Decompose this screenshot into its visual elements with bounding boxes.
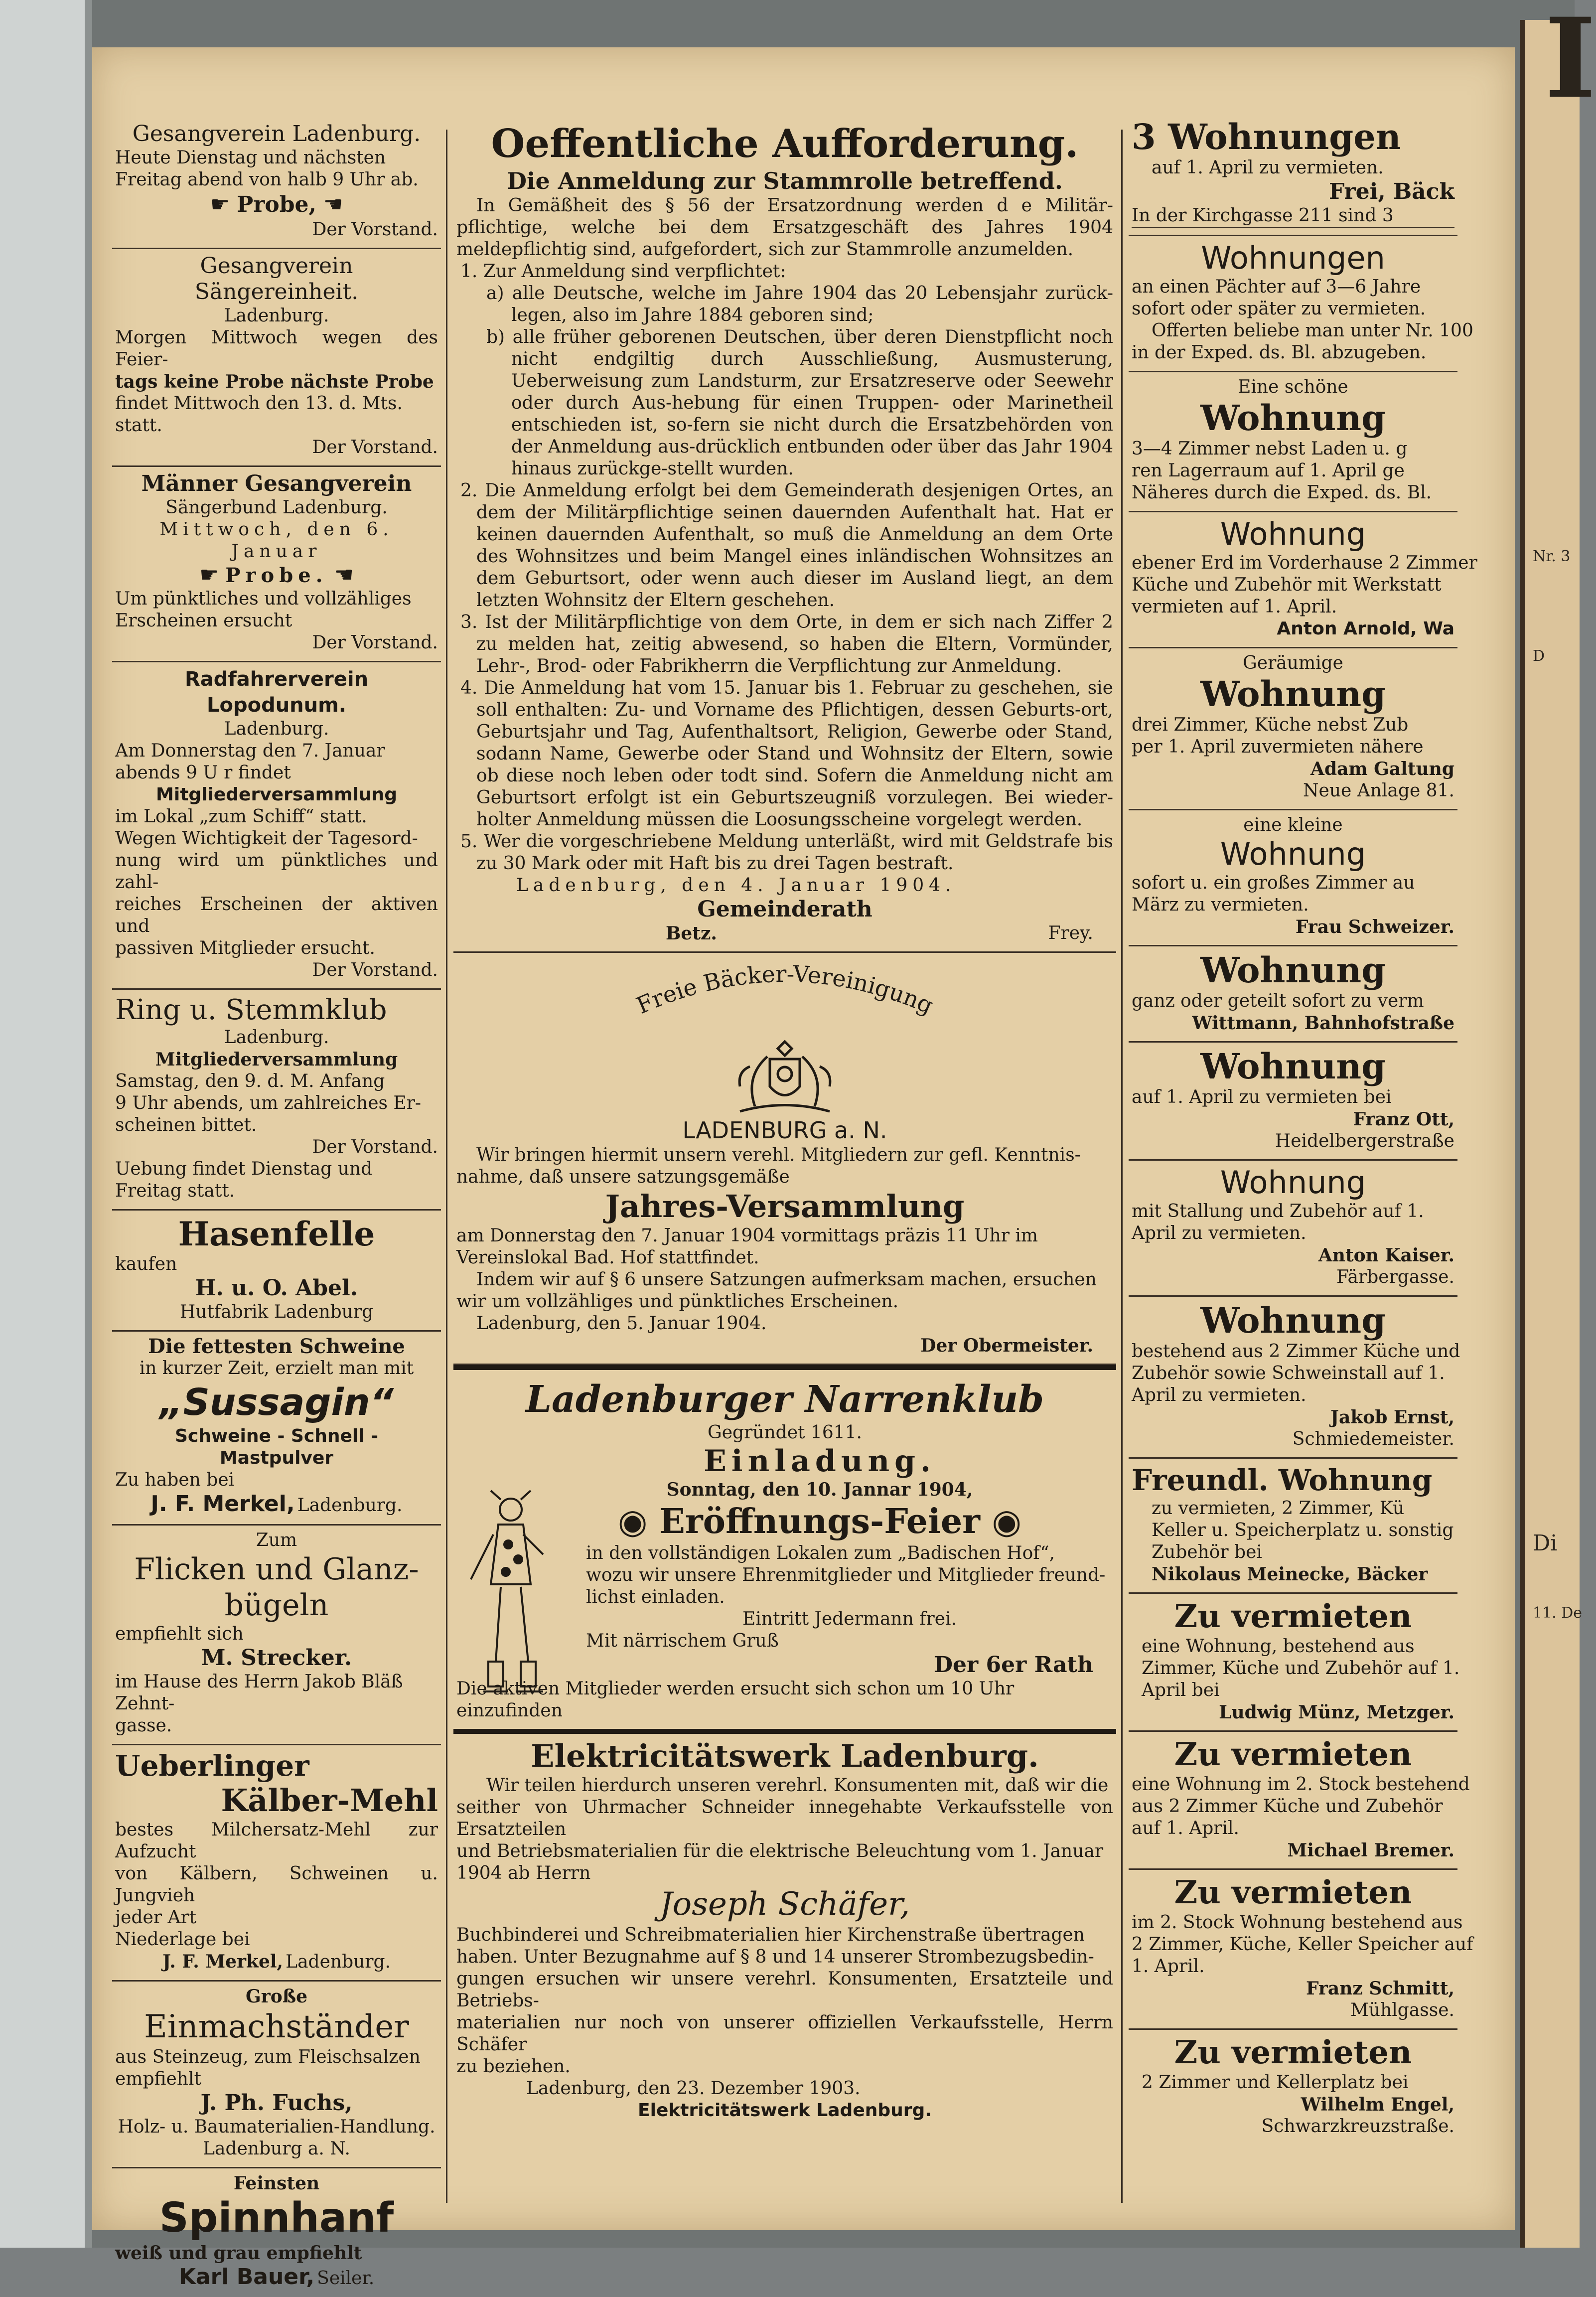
ad-text: in den vollständigen Lokalen zum „Badischen Hof“, <box>586 1543 1055 1563</box>
ad-name: Jakob Ernst, <box>1330 1407 1454 1428</box>
ornament-ring-icon: ◉ <box>992 1502 1021 1541</box>
ad-wohnung-kaiser <box>1129 1161 1457 1297</box>
ad-text: Keller u. Speicherplatz u. sonstig <box>1152 1520 1454 1540</box>
ad-text: im Lokal „zum Schiff“ statt. <box>115 806 367 827</box>
ad-text: Mittwoch, den 6. Januar <box>159 519 394 562</box>
ad-text: bestehend aus 2 Zimmer Küche und <box>1132 1341 1460 1362</box>
ad-text: April bei <box>1142 1680 1220 1700</box>
ad-text: abends 9 U r findet <box>115 763 291 783</box>
ad-text: nahme, daß unsere satzungsgemäße <box>456 1167 790 1187</box>
notice-list-item: 1. Zur Anmeldung sind verpflichtet: <box>460 261 786 282</box>
ad-date: Sonntag, den 10. Jannar 1904, <box>666 1479 973 1500</box>
ad-signature: Der Vorstand. <box>312 632 438 653</box>
ad-text: haben. Unter Bezugnahme auf § 8 und 14 unserer Strombezugsbedin- <box>456 1947 1094 1967</box>
ad-text: Färbergasse. <box>1336 1267 1454 1287</box>
notice-paragraph: In Gemäßheit des § 56 der Ersatzordnung werden d e Militär-pflichtige, welche bei dem Ersatzgeschäft des Jahres 1904 meldepflichtig sind, aufgefordert, sich zur Stammrolle anzumelden. <box>456 195 1113 260</box>
ad-text: von Kälbern, Schweinen u. Jungvieh <box>115 1863 438 1906</box>
ad-date: Ladenburg, den 5. Januar 1904. <box>476 1313 767 1334</box>
ad-wohnung-wittmann <box>1129 946 1457 1043</box>
ad-text: im 2. Stock Wohnung bestehend aus <box>1132 1912 1463 1933</box>
ornament-ring-icon: ◉ <box>617 1502 648 1541</box>
ad-text: Zu haben bei <box>115 1470 235 1490</box>
ad-name: M. Strecker. <box>201 1645 352 1671</box>
ad-signature: Der Vorstand. <box>312 437 438 458</box>
ad-text: Eintritt Jedermann frei. <box>742 1609 957 1629</box>
ad-title: Männer Gesangverein <box>141 471 412 496</box>
ad-text: materialien nur noch von unserer offiziellen Verkaufsstelle, Herrn Schäfer <box>456 2012 1113 2055</box>
column-rule <box>1121 130 1123 2203</box>
notice-list-item: 3. Ist der Militärpflichtige von dem Orte, in dem er sich nach Ziffer 2 zu melden hat, zeitig abwesend, so haben die Eltern, Vormünder, Lehr-, Brod- oder Fabrikherrn die Verpflichtung zur Anmeldung. <box>460 612 1113 676</box>
notice-signature: Frey. <box>1048 923 1093 943</box>
ad-text: Zum <box>256 1530 297 1550</box>
ad-text: in der Exped. ds. Bl. abzugeben. <box>1132 342 1427 363</box>
ad-name: Franz Schmitt, <box>1306 1978 1454 1999</box>
ad-text: kaufen <box>115 1254 177 1274</box>
ad-text: scheinen bittet. <box>115 1115 257 1135</box>
ad-text: auf 1. April. <box>1132 1818 1239 1838</box>
ad-text: Uebung findet Dienstag und <box>115 1159 373 1179</box>
ad-title: Ueberlinger <box>115 1749 309 1783</box>
ad-text: auf 1. April zu vermieten. <box>1152 157 1384 178</box>
ad-name: Nikolaus Meinecke, Bäcker <box>1152 1564 1428 1585</box>
ad-narrenklub <box>453 1365 1116 1734</box>
ad-text: passiven Mitglieder ersucht. <box>115 938 375 958</box>
notice-date: Ladenburg, den 4. Januar 1904. <box>516 875 956 896</box>
ad-freundl-wohnung <box>1129 1459 1457 1594</box>
ad-text: Schweine - Schnell - Mastpulver <box>174 1426 379 1468</box>
ad-text: statt. <box>115 415 162 436</box>
ad-signature: Der Vorstand. <box>312 1137 438 1157</box>
ad-spinnhanf <box>112 2168 441 2297</box>
ad-text: an einen Pächter auf 3—6 Jahre <box>1132 277 1421 297</box>
ad-text: Erscheinen ersucht <box>115 611 292 631</box>
ad-text: eine kleine <box>1243 815 1343 835</box>
notice-list-item: 4. Die Anmeldung hat vom 15. Januar bis 1. Februar zu geschehen, sie soll enthalten: Zu- und Vorname des Pflichtigen, dessen Geburts-ort, Geburtsjahr und Tag, Aufenthaltsort, Religion, Gewerbe oder Stand, sodann Name, Gewerbe oder Stand und Wohnsitz der Eltern, sowie ob diese noch leben oder todt sind. Sofern die Anmeldung nicht am Geburtsort erfolgt ist ein Geburtszeugniß vorzulegen. Bei wieder-holter Anmeldung müssen die Loosungsscheine vorgelegt werden. <box>460 678 1113 830</box>
ad-title: Einladung. <box>704 1444 936 1479</box>
ad-text: April zu vermieten. <box>1132 1385 1306 1405</box>
ad-elektricitaetswerk <box>453 1734 1116 2129</box>
ad-wohnung-ernst <box>1129 1297 1460 1459</box>
jester-figure-icon <box>463 1490 553 1699</box>
ad-title: Wohnung <box>1220 516 1366 552</box>
ad-text: weiß und grau empfiehlt <box>115 2243 362 2264</box>
ad-kleine-wohnung <box>1129 810 1457 946</box>
ad-gesangverein-ladenburg <box>112 117 441 249</box>
ad-name: Karl Bauer, <box>178 2264 315 2290</box>
ad-text: sofort oder später zu vermieten. <box>1132 299 1426 319</box>
pointing-hand-icon: ☛ <box>199 562 219 588</box>
ad-vermieten-engel <box>1129 2030 1457 2144</box>
ad-flicken-buegeln <box>112 1526 441 1745</box>
ad-text: wir um vollzähliges und pünktliches Erscheinen. <box>456 1291 899 1312</box>
ad-wohnung-ott <box>1129 1043 1457 1161</box>
ad-title: Ladenburger Narrenklub <box>525 1378 1044 1421</box>
notice-signature: Betz. <box>666 923 717 944</box>
ad-signature: Der 6er Rath <box>933 1652 1093 1678</box>
ad-text: tags keine Probe nächste Probe <box>115 371 434 392</box>
ad-vermieten-bremer <box>1129 1732 1470 1870</box>
ad-einmachstaender <box>112 1982 441 2168</box>
ad-text: Freitag abend von halb 9 Uhr ab. <box>115 169 419 190</box>
ad-text: Mit närrischem Gruß <box>586 1631 779 1651</box>
ad-vermieten-schmitt <box>1129 1870 1473 2030</box>
ad-text: Die aktiven Mitglieder werden ersucht sich schon um 10 Uhr einzufinden <box>456 1679 1015 1721</box>
adjacent-page-fragment: D <box>1533 647 1545 665</box>
ad-text: Freitag statt. <box>115 1181 235 1201</box>
ad-text: zu beziehen. <box>456 2056 571 2077</box>
ad-text: Ladenburg. <box>224 1027 329 1048</box>
ad-text: Gegründet 1611. <box>707 1422 862 1443</box>
ad-title: Hasenfelle <box>178 1215 375 1253</box>
notice-list-item: b) alle früher geborenen Deutschen, über deren Dienstpflicht noch nicht endgiltig durch Ausschließung, Ausmusterung, Ueberweisung zum Landsturm, zur Ersatzreserve oder Seewehr oder durch Aus-hebung für einen Truppen- oder Marinetheil entschieden ist, so-fern sie nicht durch die Ersatzbehörden von der Anmeldung aus-drücklich entbunden oder über das Jahr 1904 hinaus zurückge-stellt wurden. <box>486 327 1113 479</box>
ad-wohnungen-paechter <box>1129 236 1473 372</box>
ad-title: Jahres-Versammlung <box>605 1188 965 1225</box>
ad-text: In der Kirchgasse 211 sind 3 <box>1132 205 1454 228</box>
notice-list-item: 2. Die Anmeldung erfolgt bei dem Gemeinderath desjenigen Ortes, an dem der Militärpflichtige seinen dauernden Aufenthalt hat. Hat er keinen dauernden Aufenthalt, so muß die Anmeldung an dem Orte des Wohnsitzes und beim Mangel eines inländischen Wohnsitzes an dem Geburtsort, oder wenn auch dieser im Ausland liegt, an dem letzten Wohnsitz der Eltern geschehen. <box>460 480 1113 611</box>
ad-signature: Der Vorstand. <box>312 960 438 980</box>
ad-text: 1904 ab Herrn <box>456 1863 591 1883</box>
ad-text: Feinsten <box>233 2173 320 2194</box>
ad-baecker-vereinigung <box>453 953 1116 1365</box>
ad-text: Ladenburg. <box>286 1952 391 1972</box>
ad-date: Ladenburg, den 23. Dezember 1903. <box>526 2078 861 2099</box>
ad-text: Zubehör sowie Schweinstall auf 1. <box>1132 1363 1445 1383</box>
ad-text: aus Steinzeug, zum Fleischsalzen <box>115 2047 421 2067</box>
ad-text: jeder Art <box>115 1907 197 1928</box>
ad-ring-stemmklub <box>112 990 441 1211</box>
ad-radfahrerverein <box>112 662 441 990</box>
pointing-hand-icon: ☛ <box>210 192 230 217</box>
ad-text: gungen ersuchen wir unsere verehrl. Konsumenten, Ersatzteile und Betriebs- <box>456 1969 1113 2011</box>
pointing-hand-icon: ☚ <box>334 562 354 588</box>
ad-text: per 1. April zuvermieten nähere <box>1132 737 1424 757</box>
ad-title: Einmachständer <box>144 2008 409 2045</box>
notice-title: Oeffentliche Aufforderung. <box>491 121 1079 166</box>
ad-text: Indem wir auf § 6 unsere Satzungen aufmerksam machen, ersuchen <box>476 1269 1097 1290</box>
ad-name: Wittmann, Bahnhofstraße <box>1192 1013 1454 1034</box>
ad-text: Näheres durch die Exped. ds. Bl. <box>1132 482 1432 503</box>
ad-name: Franz Ott, <box>1353 1109 1454 1130</box>
baecker-arc-text: Freie Bäcker-Vereinigung <box>632 960 937 1019</box>
ad-text: Küche und Zubehör mit Werkstatt <box>1132 575 1442 595</box>
ad-signature: Der Vorstand. <box>312 219 438 240</box>
ad-text: Holz- u. Baumaterialien-Handlung. <box>118 2117 435 2137</box>
ad-text: März zu vermieten. <box>1132 895 1309 915</box>
ad-text: Wegen Wichtigkeit der Tagesord- <box>115 828 418 849</box>
ad-text: bestes Milchersatz-Mehl zur Aufzucht <box>115 1820 438 1862</box>
ad-name: J. Ph. Fuchs, <box>200 2090 353 2116</box>
ad-title: Die fettesten Schweine <box>148 1335 405 1358</box>
notice-list-item: 5. Wer die vorgeschriebene Meldung unterläßt, wird mit Geldstrafe bis zu 30 Mark oder mit Haft bis zu drei Tagen bestraft. <box>460 831 1113 874</box>
notice-list <box>456 261 1113 875</box>
ad-text: Ladenburg. <box>224 719 329 739</box>
ad-name: Adam Galtung <box>1310 759 1454 779</box>
ad-schoene-wohnung <box>1129 372 1457 512</box>
ad-text: mit Stallung und Zubehör auf 1. <box>1132 1201 1424 1222</box>
ad-text: Eine schöne <box>1238 377 1348 397</box>
ad-title: Kälber-Mehl <box>221 1782 438 1819</box>
coat-of-arms-icon <box>720 1032 850 1116</box>
ad-text: ren Lagerraum auf 1. April ge <box>1132 460 1405 481</box>
notice-list-item: a) alle Deutsche, welche im Jahre 1904 das 20 Lebensjahr zurück-legen, also im Jahre 1884 geboren sind; <box>486 283 1113 325</box>
ad-title: Freundl. Wohnung <box>1132 1463 1433 1497</box>
ad-text: empfiehlt sich <box>115 1624 244 1644</box>
ad-text: Schwarzkreuzstraße. <box>1261 2116 1454 2137</box>
ad-title: Radfahrerverein Lopodunum. <box>184 668 369 717</box>
ad-text: wozu wir unsere Ehrenmitglieder und Mitglieder freund- <box>586 1565 1106 1585</box>
adjacent-page-fragment: 11. De <box>1533 1604 1583 1622</box>
ad-text: in kurzer Zeit, erzielt man mit <box>139 1358 414 1378</box>
ad-text: Niederlage bei <box>115 1929 250 1950</box>
ad-name: Wilhelm Engel, <box>1301 2094 1454 2115</box>
ad-title: Zu vermieten <box>1174 1874 1412 1911</box>
ad-title: Wohnung <box>1200 1300 1386 1341</box>
ad-text: am Donnerstag den 7. Januar 1904 vormittags präzis 11 Uhr im <box>456 1225 1038 1246</box>
ad-signature: Der Obermeister. <box>920 1335 1093 1356</box>
ad-title: Gesangverein Sängereinheit. <box>194 253 359 305</box>
adjacent-page-edge <box>1520 0 1596 2248</box>
ad-title: bügeln <box>224 1588 329 1623</box>
ad-name: Frei, Bäck <box>1329 179 1454 204</box>
ad-geraeumige-wohnung <box>1129 648 1457 810</box>
ad-kaelbermehl <box>112 1745 441 1982</box>
ad-text: vermieten auf 1. April. <box>1132 597 1337 617</box>
ad-title: Gesangverein Ladenburg. <box>132 121 421 147</box>
ad-text: Sängerbund Ladenburg. <box>165 497 388 518</box>
ad-name: Anton Kaiser. <box>1318 1245 1454 1266</box>
column-middle <box>453 117 1116 2215</box>
ad-text: Ladenburg. <box>297 1495 403 1516</box>
ad-text: aus 2 Zimmer Küche und Zubehör <box>1132 1796 1443 1817</box>
ad-emphasis: Probe, <box>237 192 316 217</box>
notice-subtitle: Die Anmeldung zur Stammrolle betreffend. <box>507 167 1063 194</box>
ad-text: Heidelbergerstraße <box>1275 1131 1454 1151</box>
ad-text: findet Mittwoch den 13. d. Mts. <box>115 393 403 414</box>
pointing-hand-icon: ☚ <box>323 192 343 217</box>
ad-text: 3—4 Zimmer nebst Laden u. g <box>1132 439 1408 459</box>
ad-title: 3 Wohnungen <box>1132 116 1401 157</box>
ad-text: Ladenburg. <box>224 306 329 326</box>
ad-title: Wohnung <box>1220 1164 1366 1201</box>
ad-text: Wir teilen hierdurch unseren verehrl. Konsumenten mit, daß wir die <box>486 1775 1109 1796</box>
ad-text: Neue Anlage 81. <box>1303 780 1454 801</box>
ad-text: gasse. <box>115 1715 172 1736</box>
ad-text: Samstag, den 9. d. M. Anfang <box>115 1071 385 1091</box>
ad-title: Wohnung <box>1220 836 1366 872</box>
ad-title: Ring u. Stemmklub <box>115 994 387 1026</box>
ad-text: Am Donnerstag den 7. Januar <box>115 741 385 761</box>
ad-text: Schmiedemeister. <box>1292 1429 1454 1449</box>
adjacent-page-fragment: Di <box>1533 1531 1558 1556</box>
ad-emphasis: Mitgliederversammlung <box>155 1049 398 1070</box>
ad-text: Ladenburg a. N. <box>203 2139 350 2159</box>
ad-title: Wohnungen <box>1201 240 1385 276</box>
ad-text: nung wird um pünktliches und zahl- <box>115 850 438 893</box>
ad-text: sofort u. ein großes Zimmer au <box>1132 873 1415 893</box>
ad-title: Wohnung <box>1200 949 1386 991</box>
ad-wohnung-arnold <box>1129 512 1477 648</box>
ad-title: Wohnung <box>1200 1046 1386 1087</box>
ad-text: ebener Erd im Vorderhause 2 Zimmer <box>1132 553 1477 573</box>
ad-text: Zubehör bei <box>1152 1542 1262 1562</box>
ad-text: eine Wohnung im 2. Stock bestehend <box>1132 1774 1470 1795</box>
adjacent-page-initial: I <box>1545 0 1596 123</box>
ad-title: Flicken und Glanz- <box>134 1552 419 1587</box>
ad-name: J. F. Merkel, <box>162 1951 284 1972</box>
ad-text: Mühlgasse. <box>1350 2000 1454 2020</box>
ad-text: 1. April. <box>1132 1956 1205 1977</box>
ad-vermieten-muenz <box>1129 1594 1460 1732</box>
adjacent-page-fragment: Nr. 3 <box>1533 548 1571 565</box>
ad-title: Elektricitätswerk Ladenburg. <box>531 1738 1039 1774</box>
ad-text: zu vermieten, 2 Zimmer, Kü <box>1152 1498 1405 1519</box>
ad-text: Morgen Mittwoch wegen des Feier- <box>115 327 438 370</box>
baecker-arc-title <box>595 957 974 1032</box>
ad-signature: Elektricitätswerk Ladenburg. <box>638 2100 932 2121</box>
ad-title: Zu vermieten <box>1174 2034 1412 2071</box>
column-right <box>1129 116 1477 2215</box>
ad-text: Um pünktliches und vollzähliges <box>115 589 412 609</box>
ad-text: Buchbinderei und Schreibmaterialien hier Kirchenstraße übertragen <box>456 1925 1085 1945</box>
ad-name: Anton Arnold, Wa <box>1277 618 1454 639</box>
ad-text: lichst einladen. <box>586 1587 725 1607</box>
ad-name: Michael Bremer. <box>1287 1840 1454 1861</box>
ad-title: Wohnung <box>1200 397 1386 439</box>
ad-brand: „Sussagin“ <box>159 1381 394 1424</box>
ad-text: Seiler. <box>317 2268 375 2289</box>
ad-text: 9 Uhr abends, um zahlreiches Er- <box>115 1093 422 1113</box>
ad-text: auf 1. April zu vermieten bei <box>1132 1087 1392 1107</box>
notice-signature: Gemeinderath <box>697 897 872 922</box>
ad-emphasis: Probe. <box>225 564 328 587</box>
ad-text: Große <box>246 1986 307 2007</box>
ad-text: Zimmer, Küche und Zubehör auf 1. <box>1142 1658 1460 1679</box>
ad-text: Vereinslokal Bad. Hof stattfindet. <box>456 1247 759 1268</box>
ad-text: Wir bringen hiermit unsern verehl. Mitgliedern zur gefl. Kenntnis- <box>476 1145 1081 1165</box>
ad-event: Eröffnungs-Feier <box>659 1502 980 1541</box>
column-left <box>112 117 441 2290</box>
ad-title: Zu vermieten <box>1174 1736 1412 1773</box>
ad-text: eine Wohnung, bestehend aus <box>1142 1636 1415 1657</box>
ad-text: 2 Zimmer und Kellerplatz bei <box>1142 2072 1409 2093</box>
ad-text: LADENBURG a. N. <box>682 1117 887 1144</box>
ad-title: Wohnung <box>1200 673 1386 715</box>
ad-sussagin <box>112 1332 441 1526</box>
ad-text: Hutfabrik Ladenburg <box>179 1302 374 1322</box>
ad-text: im Hause des Herrn Jakob Bläß Zehnt- <box>115 1672 403 1714</box>
svg-text:Freie Bäcker-Vereinigung <box>632 960 937 1019</box>
ad-title: Zu vermieten <box>1174 1598 1412 1635</box>
ad-text: Heute Dienstag und nächsten <box>115 148 386 168</box>
ad-name: H. u. O. Abel. <box>195 1275 358 1301</box>
ad-text: empfiehlt <box>115 2069 201 2089</box>
ad-text: drei Zimmer, Küche nebst Zub <box>1132 715 1409 735</box>
ad-text: Offerten beliebe man unter Nr. 100 <box>1152 320 1473 341</box>
ad-text: und Betriebsmaterialien für die elektrische Beleuchtung vom 1. Januar <box>456 1841 1104 1861</box>
ad-name: Ludwig Münz, Metzger. <box>1219 1702 1454 1723</box>
notice-stammrolle <box>453 117 1116 953</box>
ad-text: reiches Erscheinen der aktiven und <box>115 894 438 936</box>
ad-name: J. F. Merkel, <box>150 1491 295 1517</box>
ad-text: ganz oder geteilt sofort zu verm <box>1132 991 1424 1011</box>
ad-text: Geräumige <box>1243 653 1343 673</box>
ad-text: 2 Zimmer, Küche, Keller Speicher auf <box>1132 1934 1473 1955</box>
column-rule <box>446 130 447 2203</box>
ad-text: seither von Uhrmacher Schneider innegehabte Verkaufsstelle von Ersatzteilen <box>456 1797 1113 1839</box>
ad-hasenfelle <box>112 1211 441 1332</box>
ad-text: April zu vermieten. <box>1132 1223 1306 1243</box>
ad-title: Spinnhanf <box>159 2194 394 2242</box>
ad-saengereinheit <box>112 249 441 467</box>
ad-name: Joseph Schäfer, <box>660 1886 910 1923</box>
ad-emphasis: Mitgliederversammlung <box>156 784 397 805</box>
ad-maenner-gesangverein <box>112 467 441 662</box>
ad-name: Frau Schweizer. <box>1295 917 1454 937</box>
ad-3-wohnungen <box>1129 117 1457 236</box>
